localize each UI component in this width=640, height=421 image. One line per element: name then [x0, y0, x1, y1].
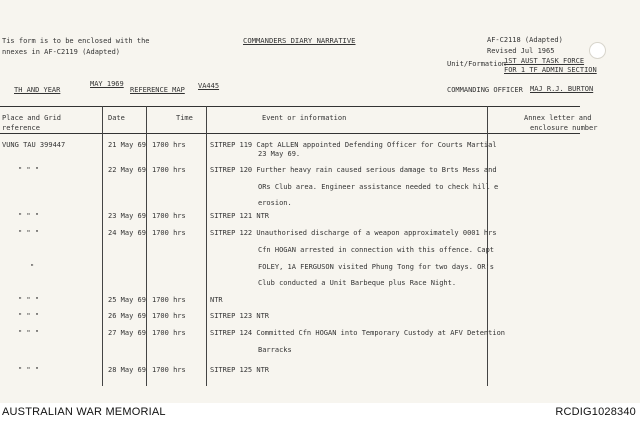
unit-value-1: 1ST AUST TASK FORCE: [504, 57, 585, 65]
archive-reference: RCDIG1028340: [555, 406, 636, 418]
row-place: VUNG TAU 399447: [2, 141, 66, 149]
row-event-line: FOLEY, 1A FERGUSON visited Phung Tong for two days. OR's: [258, 263, 495, 271]
table-header-rule: [0, 133, 580, 134]
row-date: 21 May 69: [108, 141, 146, 149]
row-place: " " ": [18, 296, 40, 304]
row-date: 27 May 69: [108, 329, 146, 337]
form-note-line-1: Tis form is to be enclosed with the: [2, 37, 150, 45]
row-date: 28 May 69: [108, 366, 146, 374]
commanding-officer-label: COMMANDING OFFICER: [447, 86, 523, 94]
row-time: 1700 hrs: [152, 212, 186, 220]
row-time: 1700 hrs: [152, 329, 186, 337]
column-header-place-2: reference: [2, 124, 40, 132]
row-time: 1700 hrs: [152, 141, 186, 149]
column-header-event: Event or information: [262, 114, 347, 122]
row-event-line: erosion.: [258, 199, 292, 207]
table-top-rule: [0, 106, 580, 107]
row-date: 24 May 69: [108, 229, 146, 237]
column-divider-time: [146, 106, 147, 386]
row-event-line: 23 May 69.: [258, 150, 301, 158]
punch-hole: [589, 42, 606, 59]
reference-map-value: VA445: [198, 82, 220, 90]
row-event-line: SITREP 122 Unauthorised discharge of a weapon approximately 0001 hrs: [210, 229, 497, 237]
form-code: AF-C2118 (Adapted): [487, 36, 563, 44]
form-title: COMMANDERS DIARY NARRATIVE: [243, 36, 356, 45]
row-date: 26 May 69: [108, 312, 146, 320]
row-event-line: Barracks: [258, 346, 292, 354]
column-divider-date: [102, 106, 103, 386]
month-year-value: MAY 1969: [90, 80, 124, 88]
row-event-line: SITREP 120 Further heavy rain caused serious damage to Brts Mess and: [210, 166, 497, 174]
row-place: " " ": [18, 166, 40, 174]
row-place: " " ": [18, 312, 40, 320]
unit-value-2: FOR 1 TF ADMIN SECTION: [504, 66, 597, 74]
commanding-officer-value: MAJ R.J. BURTON: [530, 85, 594, 93]
row-date: 23 May 69: [108, 212, 146, 220]
row-event-line: Club conducted a Unit Barbeque plus Race Night.: [258, 279, 457, 287]
row-time: 1700 hrs: [152, 312, 186, 320]
row-place: " " ": [18, 329, 40, 337]
row-ditto-mark: ": [30, 263, 35, 271]
row-event-line: NTR: [210, 296, 223, 304]
column-header-place: Place and Grid: [2, 114, 62, 122]
form-note-line-2: nnexes in AF-C2119 (Adapted): [2, 48, 121, 56]
row-place: " " ": [18, 212, 40, 220]
unit-label: Unit/Formation: [447, 60, 507, 68]
column-header-annex-2: enclosure number: [530, 124, 598, 132]
column-header-date: Date: [108, 114, 125, 122]
row-time: 1700 hrs: [152, 296, 186, 304]
row-event-line: SITREP 119 Capt ALLEN appointed Defending Officer for Courts Martial: [210, 141, 497, 149]
row-event-line: SITREP 124 Committed Cfn HOGAN into Temporary Custody at AFV Detention: [210, 329, 506, 337]
column-divider-event: [206, 106, 207, 386]
row-event-line: ORs Club area. Engineer assistance needed to check hill e: [258, 183, 499, 191]
column-header-annex: Annex letter and: [524, 114, 592, 122]
archive-credit: AUSTRALIAN WAR MEMORIAL: [2, 406, 166, 418]
revised-date: Revised Jul 1965: [487, 47, 555, 55]
row-date: 25 May 69: [108, 296, 146, 304]
month-year-label: TH AND YEAR: [14, 86, 61, 94]
row-time: 1700 hrs: [152, 166, 186, 174]
row-place: " " ": [18, 229, 40, 237]
row-event-line: SITREP 121 NTR: [210, 212, 270, 220]
row-event-line: Cfn HOGAN arrested in connection with this offence. Capt: [258, 246, 495, 254]
row-place: " " ": [18, 366, 40, 374]
row-event-line: SITREP 125 NTR: [210, 366, 270, 374]
row-date: 22 May 69: [108, 166, 146, 174]
row-time: 1700 hrs: [152, 366, 186, 374]
row-time: 1700 hrs: [152, 229, 186, 237]
row-event-line: SITREP 123 NTR: [210, 312, 270, 320]
column-header-time: Time: [176, 114, 193, 122]
reference-map-label: REFERENCE MAP: [130, 86, 185, 94]
